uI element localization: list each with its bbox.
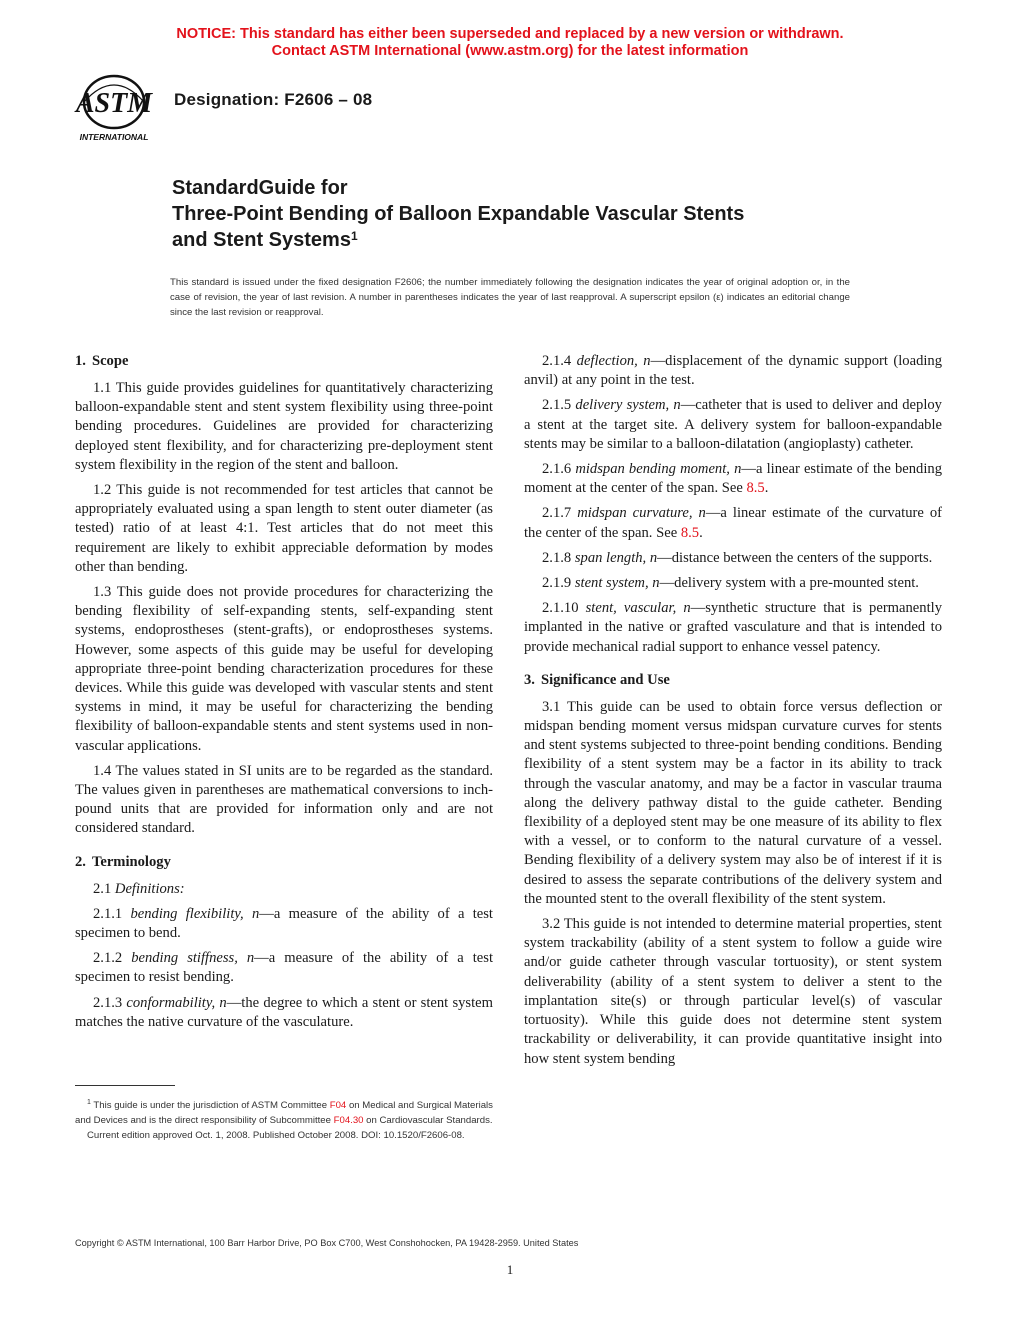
section-2-heading: 2. Terminology xyxy=(75,853,171,870)
notice-line-1: NOTICE: This standard has either been superseded and replaced by a new version or withdrawn. xyxy=(176,26,844,42)
footnote-1: $^1$ This guide is under the jurisdiction of ASTM Committee F04 on Medical and Surgical Materials and Devices and is the direct responsibility of Subcommittee F04.30 on Cardiovascular Standards. xyxy=(75,1099,493,1127)
paragraph-3-1: 3.1 This guide can be used to obtain force versus deflection or midspan bending moment versus midspan curvature curves for stents and stent systems subjected to three-point bending conditions. Bending flexibility of a stent system may be a factor in its ability to track through the vascular anatomy, and may be a factor in vascular trauma along the delivery pathway distal to the guide catheter. Bending flexibility of a deployed stent may be one measure of its ability to flex with a vessel, or to conform to the natural curvature of a vessel. Bending flexibility of a delivery system may also be of interest if it is desired to assess the separate contributions of the delivery system and the mounted stent to the overall flexibility of the stent system. xyxy=(524,698,942,907)
copyright-line: Copyright © ASTM International, 100 Barr Harbor Drive, PO Box C700, West Conshohocken, PA 19428-2959. United States xyxy=(75,1238,579,1248)
footnote-edition: Current edition approved Oct. 1, 2008. Published October 2008. DOI: 10.1520/F2606-08. xyxy=(87,1130,465,1142)
footnotes xyxy=(75,1095,493,1143)
right-column xyxy=(524,352,942,1075)
preface-note: This standard is issued under the fixed designation F2606; the number immediately following the designation indicates the year of original adoption or, in the case of revision, the year of last revision. A number in parentheses indicates the year of last reapproval. A superscript epsilon (ε) indicates an editorial change since the last revision or reapproval. xyxy=(170,277,850,318)
term-2-1-4: 2.1.4 deflection, n—displacement of the dynamic support (loading anvil) at any point in the test. xyxy=(524,353,943,389)
section-3-heading: 3. Significance and Use xyxy=(524,671,670,688)
term-2-1-1: 2.1.1 bending flexibility, n—a measure of the ability of a test specimen to bend. xyxy=(75,905,493,942)
paragraph-1-4: 1.4 The values stated in SI units are to be regarded as the standard. The values given in parentheses are mathematical conversions to inch-pound units that are provided for information only and are not considered standard. xyxy=(75,762,493,837)
paragraph-2-1: 2.1 Definitions: xyxy=(93,880,185,897)
section-8-5-link[interactable]: 8.5 xyxy=(680,524,700,541)
paragraph-1-1: 1.1 This guide provides guidelines for quantitatively characterizing balloon-expandable stent and stent system flexibility using three-point bending procedures. Guidelines are provided for characterizing deployed stent flexibility, and for characterizing pre-deployment stent system flexibility in the region of the stent and balloon. xyxy=(75,380,493,473)
subcommittee-f04-30-link[interactable]: F04.30 xyxy=(333,1115,364,1127)
designation: Designation: F2606 – 08 xyxy=(174,90,373,109)
page-number: 1 xyxy=(506,1262,514,1277)
term-2-1-6: 2.1.6 midspan bending moment, n—a linear estimate of the bending moment at the center of the span. See 8.5. xyxy=(524,461,942,497)
astm-logo xyxy=(66,72,162,144)
term-2-1-5: 2.1.5 delivery system, n—catheter that is used to deliver and deploy a stent at the target site. A delivery system for balloon-expandable stents may be similar to a balloon-dilatation (angioplasty) catheter. xyxy=(524,397,942,452)
term-2-1-3: 2.1.3 conformability, n—the degree to which a stent or stent system matches the native curvature of the vasculature. xyxy=(75,994,493,1030)
logo-lettering: ASTM xyxy=(75,88,153,119)
paragraph-1-2: 1.2 This guide is not recommended for test articles that cannot be appropriately evaluated using a span length to stent outer diameter (as tested) ratio of at least 4:1. Test articles that do not meet this requirement are likely to exhibit appreciable deformation by modes other than bending. xyxy=(75,482,493,575)
title-line-1: StandardGuide for xyxy=(172,177,348,199)
term-2-1-2: 2.1.2 bending stiffness, n—a measure of the ability of a test specimen to resist bending. xyxy=(75,950,493,986)
document-title xyxy=(172,175,892,253)
left-column xyxy=(75,352,493,1038)
logo-subtext: INTERNATIONAL xyxy=(79,132,149,142)
paragraph-1-3: 1.3 This guide does not provide procedures for characterizing the bending flexibility of self-expanding stents, self-expanding stent systems, endoprostheses (stent-grafts), or endoprostheses systems. However, some aspects of this guide may be useful for developing appropriate three-point bending characterization procedures for these devices. While this guide was developed with vascular stents and stent systems in mind, it may be useful for characterizing the bending flexibility of balloon-expandable stents and stent systems used in non-vascular applications. xyxy=(75,584,493,754)
notice-line-2: Contact ASTM International (www.astm.org) for the latest information xyxy=(271,43,749,59)
term-2-1-10: 2.1.10 stent, vascular, n—synthetic structure that is permanently implanted in the native or grafted vasculature and that is intended to provide mechanical radial support to enhance vessel patency. xyxy=(524,600,942,655)
supersession-notice xyxy=(0,26,1020,60)
term-2-1-9: 2.1.9 stent system, n—delivery system with a pre-mounted stent. xyxy=(542,575,919,592)
section-8-5-link[interactable]: 8.5 xyxy=(746,480,765,497)
title-line-2: Three-Point Bending of Balloon Expandable Vascular Stents xyxy=(172,203,745,225)
section-1-heading: 1. Scope xyxy=(75,353,129,369)
footnote-divider xyxy=(75,1085,175,1086)
paragraph-3-2: 3.2 This guide is not intended to determine material properties, stent system trackability (ability of a stent system to follow a guide wire and/or guide catheter through vascular tortuosity), or stent system deliverability (ability of a stent system to deliver a stent to the implantation site(s) or through particular level(s) of vascular tortuosity). While this guide does not determine stent system trackability or deliverability, it can provide quantitative insight into how stent system bending xyxy=(524,916,942,1067)
title-footnote-mark: 1 xyxy=(350,229,358,243)
committee-f04-link[interactable]: F04 xyxy=(329,1100,347,1112)
term-2-1-7: 2.1.7 midspan curvature, n—a linear estimate of the curvature of the center of the span. See 8.5. xyxy=(524,505,942,541)
term-2-1-8: 2.1.8 span length, n—distance between the centers of the supports. xyxy=(542,549,933,566)
title-line-3: and Stent Systems$^1$ xyxy=(172,229,358,251)
